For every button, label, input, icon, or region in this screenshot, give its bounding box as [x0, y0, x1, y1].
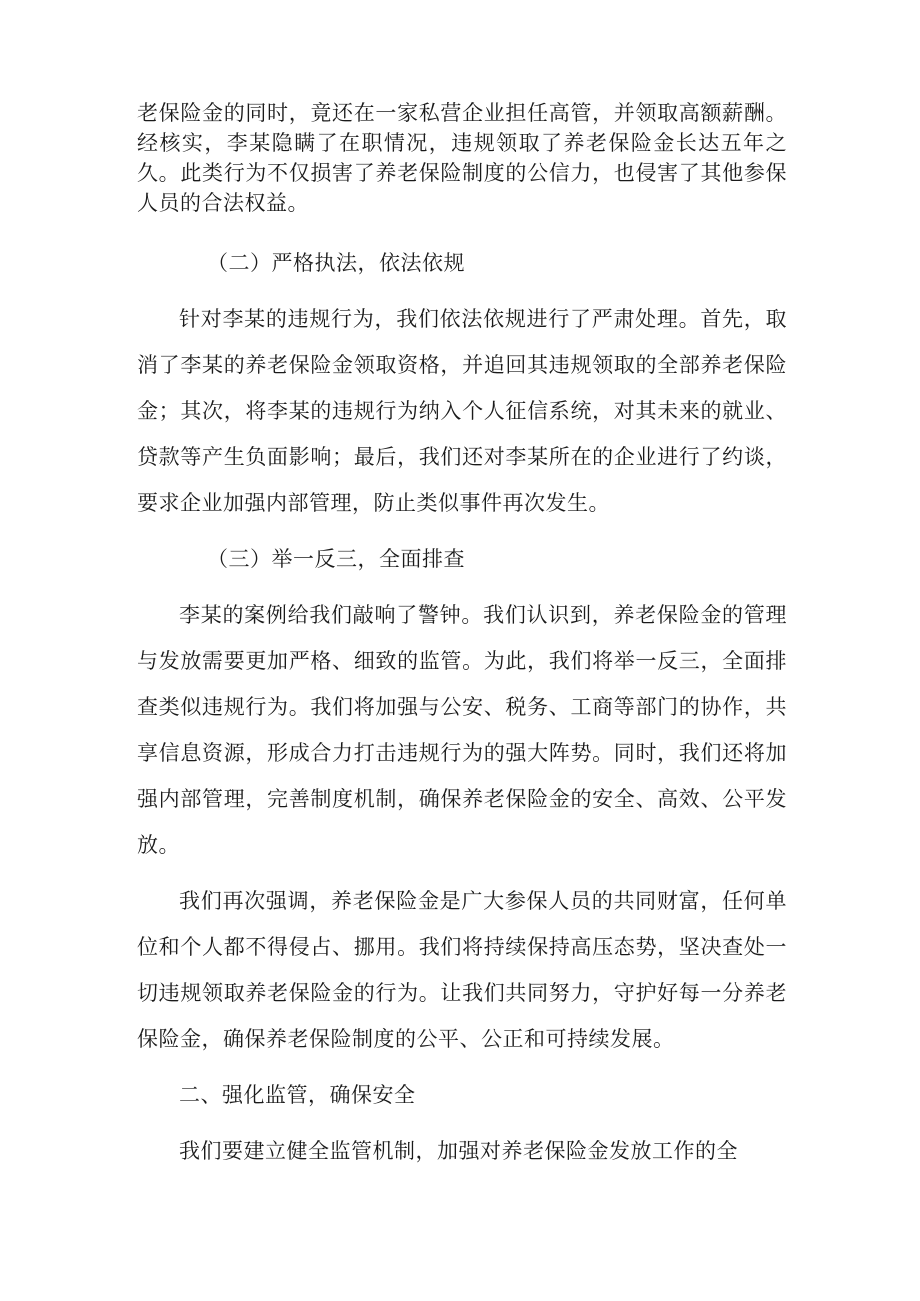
paragraph-case-details: 老保险金的同时，竟还在一家私营企业担任高管，并领取高额薪酬。经核实，李某隐瞒了在职情况，违规领取了养老保险金长达五年之久。此类行为不仅损害了养老保险制度的公信力，也侵害了其他参保人员的合法权益。: [137, 101, 787, 215]
subheading-strict-enforcement: （二）严格执法，依法依规: [207, 251, 465, 275]
paragraph-emphasis: 我们再次强调，养老保险金是广大参保人员的共同财富，任何单位和个人都不得侵占、挪用。我们将持续保持高压态势，坚决查处一切违规领取养老保险金的行为。让我们共同努力，守护好每一分养老保险金，确保养老保险制度的公平、公正和可持续发展。: [137, 889, 787, 1051]
subheading-comprehensive-check: （三）举一反三，全面排查: [207, 547, 465, 571]
paragraph-lessons: 李某的案例给我们敲响了警钟。我们认识到，养老保险金的管理与发放需要更加严格、细致的监管。为此，我们将举一反三，全面排查类似违规行为。我们将加强与公安、税务、工商等部门的协作，共享信息资源，形成合力打击违规行为的强大阵势。同时，我们还将加强内部管理，完善制度机制，确保养老保险金的安全、高效、公平发放。: [137, 603, 787, 857]
heading-strengthen-supervision: 二、强化监管，确保安全: [179, 1083, 416, 1107]
paragraph-supervision-mechanism: 我们要建立健全监管机制，加强对养老保险金发放工作的全: [179, 1139, 738, 1163]
document-body: [137, 98, 787, 1184]
paragraph-punishment: 针对李某的违规行为，我们依法依规进行了严肃处理。首先，取消了李某的养老保险金领取资格，并追回其违规领取的全部养老保险金；其次，将李某的违规行为纳入个人征信系统，对其未来的就业、贷款等产生负面影响；最后，我们还对李某所在的企业进行了约谈，要求企业加强内部管理，防止类似事件再次发生。: [137, 307, 787, 515]
